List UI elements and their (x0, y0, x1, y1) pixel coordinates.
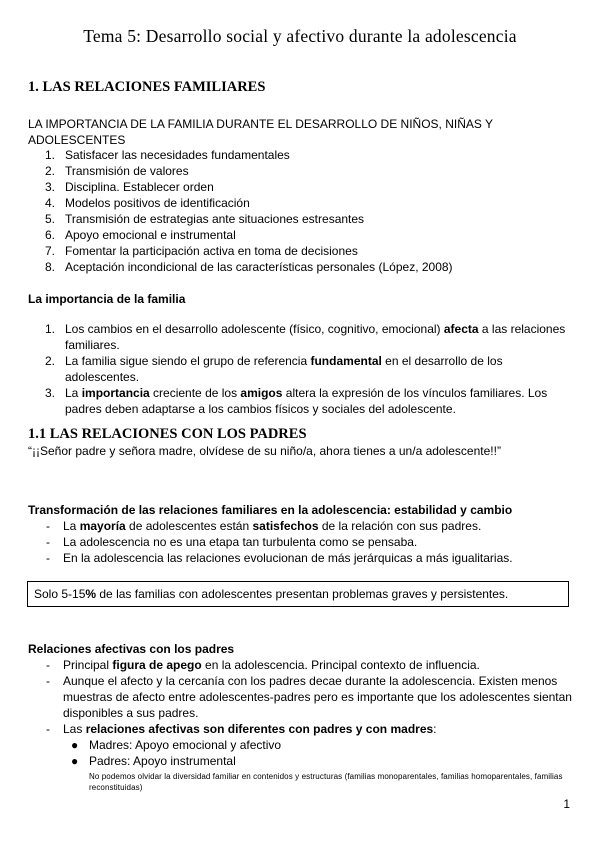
quote-line: “¡¡Señor padre y señora madre, olvídese de su niño/a, ahora tienes a un/a adolescente!!” (28, 444, 501, 458)
bullet-icon: ● (71, 738, 79, 752)
list-item: - La adolescencia no es una etapa tan turbulenta como se pensaba. (46, 535, 418, 549)
transformation-list (28, 518, 573, 566)
list-item: - Aunque el afecto y la cercanía con los padres decae durante la adolescencia. Existen menos muestras de afecto entre adolescentes-padres pero es importante que los adolescentes sientan disponibles a sus padres. (46, 674, 572, 720)
list-item: ● Padres: Apoyo instrumental (71, 754, 236, 768)
list-item: 2. La familia sigue siendo el grupo de referencia fundamental en el desarrollo de los adolescentes. (45, 354, 503, 384)
parents-bullets (63, 737, 573, 769)
subheading-importancia-familia: La importancia de la familia (28, 292, 186, 306)
list-item: 4. Modelos positivos de identificación (45, 196, 250, 210)
page-number: 1 (563, 797, 570, 811)
bullet-icon: ● (71, 754, 79, 768)
list-item: 3. La importancia creciente de los amigos altera la expresión de los vínculos familiares. Los padres deben adaptarse a los cambios físicos y sociales del adolescente. (45, 386, 548, 416)
list-item: 8. Aceptación incondicional de las características personales (López, 2008) (45, 260, 453, 274)
list-item: 7. Fomentar la participación activa en toma de decisiones (45, 244, 358, 258)
list-item: - Las relaciones afectivas son diferentes con padres y con madres: ● Madres: Apoyo emocional y afectivo ● Padres: Apoyo instrumental No podemos olvidar la diversidad familiar en contenidos y estructuras (familias monoparentales, familias homoparentales, familias reconstituidas) (28, 721, 573, 793)
affective-list (28, 657, 573, 793)
subheading-transformacion: Transformación de las relaciones familiares en la adolescencia: estabilidad y cambio (28, 503, 513, 517)
importance-points (28, 321, 573, 417)
list-item: 2. Transmisión de valores (45, 164, 189, 178)
section-heading-relaciones-padres: 1.1 LAS RELACIONES CON LOS PADRES (28, 426, 307, 442)
list-item: - Principal figura de apego en la adolescencia. Principal contexto de influencia. (46, 658, 480, 672)
subheading-relaciones-afectivas: Relaciones afectivas con los padres (28, 642, 235, 656)
list-item: - En la adolescencia las relaciones evolucionan de más jerárquicas a más igualitarias. (46, 551, 513, 565)
list-item: 1. Satisfacer las necesidades fundamentales (45, 148, 290, 162)
importance-list (28, 147, 573, 275)
list-item: 3. Disciplina. Establecer orden (45, 180, 214, 194)
list-item: 6. Apoyo emocional e instrumental (45, 228, 236, 242)
diversity-note: No podemos olvidar la diversidad familiar en contenidos y estructuras (familias monoparentales, familias homoparentales, familias reconstituidas) (89, 772, 563, 792)
caps-line: LA IMPORTANCIA DE LA FAMILIA DURANTE EL DESARROLLO DE NIÑOS, NIÑAS Y ADOLESCENTES (28, 117, 493, 147)
section-heading-relaciones-familiares: 1. LAS RELACIONES FAMILIARES (28, 79, 266, 95)
list-item: 5. Transmisión de estrategias ante situaciones estresantes (45, 212, 365, 226)
highlight-box: Solo 5-15% de las familias con adolescentes presentan problemas graves y persistentes. (27, 581, 569, 607)
document-title: Tema 5: Desarrollo social y afectivo durante la adolescencia (83, 26, 517, 46)
list-item: ● Madres: Apoyo emocional y afectivo (71, 738, 282, 752)
list-item: - La mayoría de adolescentes están satisfechos de la relación con sus padres. (46, 519, 482, 533)
list-item: 1. Los cambios en el desarrollo adolescente (físico, cognitivo, emocional) afecta a las relaciones familiares. (45, 322, 566, 352)
